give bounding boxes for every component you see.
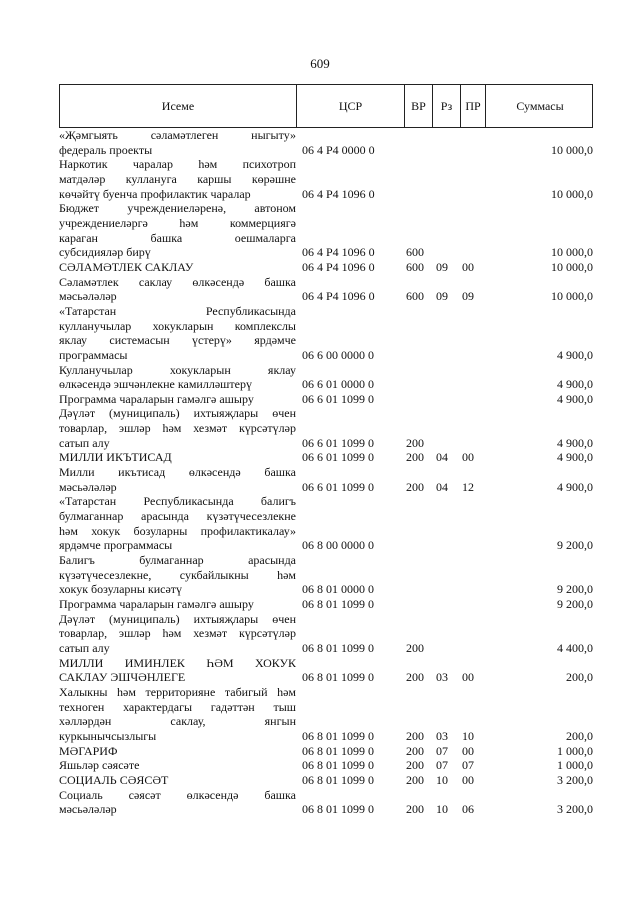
row-name <box>59 744 296 759</box>
header-name: Исеме <box>60 85 297 127</box>
row-name-line: товарлар, эшләр һәм хезмәт күрсәтүләр <box>59 626 296 641</box>
row-name-line: сатып алу <box>59 435 110 450</box>
row-name-line: һәм хокук бозуларны профилактикалау» <box>59 523 296 538</box>
row-vr: 200 <box>406 758 424 773</box>
row-sum: 4 900,0 <box>557 450 593 465</box>
row-csr: 06 6 01 1099 0 <box>302 450 374 465</box>
row-csr: 06 8 01 1099 0 <box>302 802 374 817</box>
row-name-line: күзәтүчесезлекне, сукбайлыкны һәм <box>59 567 296 582</box>
row-csr: 06 4 Р4 1096 0 <box>302 245 375 260</box>
row-name-line: «Җәмгыять сәламәтлеген ныгыту» <box>59 128 296 142</box>
row-csr: 06 8 01 1099 0 <box>302 728 374 743</box>
row-sum: 9 200,0 <box>557 582 593 597</box>
header-sum: Суммасы <box>516 98 564 113</box>
table-row <box>59 685 593 744</box>
row-name <box>59 201 296 260</box>
table-row <box>59 597 593 612</box>
row-vr: 200 <box>406 772 424 787</box>
row-name <box>59 597 296 612</box>
row-rz: 04 <box>436 450 448 465</box>
row-name <box>59 788 296 817</box>
row-sum: 10 000,0 <box>551 245 593 260</box>
row-name <box>59 773 296 788</box>
row-sum: 4 900,0 <box>557 377 593 392</box>
row-name <box>59 157 296 201</box>
table-row <box>59 788 593 817</box>
row-csr: 06 8 01 1099 0 <box>302 597 374 611</box>
row-rz: 03 <box>436 670 448 685</box>
row-sum: 1 000,0 <box>557 743 593 758</box>
row-name-line: субсидияләр бирү <box>59 245 151 260</box>
table-body <box>59 128 593 817</box>
row-name <box>59 260 296 275</box>
row-pr: 00 <box>462 670 474 685</box>
row-pr: 00 <box>462 772 474 787</box>
row-sum: 10 000,0 <box>551 259 593 274</box>
row-name-line: булмаганнар арасында күзәтүчесезлекне <box>59 509 296 524</box>
table-row <box>59 450 593 465</box>
row-vr: 600 <box>406 289 424 304</box>
row-name-line: федераль проекты <box>59 142 153 157</box>
row-pr: 07 <box>462 758 474 773</box>
row-pr: 09 <box>462 289 474 304</box>
table-row <box>59 275 593 304</box>
row-name-line: Программа чараларын гамәлгә ашыру <box>59 391 254 406</box>
row-name-line: хокук бозуларны кисәтү <box>59 582 183 597</box>
row-vr: 600 <box>406 259 424 274</box>
row-sum: 1 000,0 <box>557 758 593 773</box>
row-vr: 200 <box>406 640 424 655</box>
row-name-line: МӘГАРИФ <box>59 743 118 758</box>
row-name <box>59 465 296 494</box>
row-csr: 06 8 01 1099 0 <box>302 772 374 787</box>
table-row <box>59 744 593 759</box>
row-pr: 06 <box>462 802 474 817</box>
row-name <box>59 494 296 553</box>
row-rz: 10 <box>436 802 448 817</box>
row-name <box>59 128 296 157</box>
row-name-line: Балигъ булмаганнар арасында <box>59 553 296 568</box>
row-name-line: учреждениеләргә һәм коммерциягә <box>59 215 296 230</box>
table-row <box>59 157 593 201</box>
row-sum: 10 000,0 <box>551 142 593 157</box>
row-csr: 06 6 01 1099 0 <box>302 435 374 450</box>
row-name-line: Милли икътисад өлкәсендә башка <box>59 465 296 480</box>
table-row <box>59 758 593 773</box>
row-name-line: Дәүләт (муниципаль) ихтыяҗлары өчен <box>59 611 296 626</box>
table-header <box>59 84 593 128</box>
row-sum: 4 900,0 <box>557 479 593 494</box>
table-row <box>59 363 593 392</box>
row-csr: 06 8 01 1099 0 <box>302 640 374 655</box>
row-name <box>59 392 296 407</box>
row-name <box>59 758 296 773</box>
row-name-line: СОЦИАЛЬ СӘЯСӘТ <box>59 772 169 787</box>
row-name-line: матдәләр куллануга каршы көрәшне <box>59 171 296 186</box>
row-name-line: Кулланучылар хокукларын яклау <box>59 362 296 377</box>
row-sum: 9 200,0 <box>557 538 593 553</box>
row-name-line: МИЛЛИ ИКЪТИСАД <box>59 450 172 465</box>
table-row <box>59 260 593 275</box>
row-csr: 06 8 01 1099 0 <box>302 743 374 758</box>
row-name-line: куркынычсызлыгы <box>59 728 157 743</box>
header-csr: ЦСР <box>297 85 405 127</box>
row-pr: 00 <box>462 450 474 465</box>
row-name-line: СӘЛАМӘТЛЕК САКЛАУ <box>59 259 194 274</box>
row-name-line: Наркотик чаралар һәм психотроп <box>59 157 296 172</box>
row-vr: 200 <box>406 802 424 817</box>
row-pr: 00 <box>462 743 474 758</box>
row-sum: 4 400,0 <box>557 640 593 655</box>
row-vr: 200 <box>406 435 424 450</box>
row-name-line: ярдәмче программасы <box>59 538 173 553</box>
row-csr: 06 8 00 0000 0 <box>302 538 374 553</box>
table-row <box>59 304 593 363</box>
row-rz: 04 <box>436 479 448 494</box>
row-csr: 06 4 Р4 1096 0 <box>302 186 375 201</box>
row-pr: 00 <box>462 259 474 274</box>
row-sum: 3 200,0 <box>557 802 593 817</box>
page-number: 609 <box>310 56 330 71</box>
row-csr: 06 8 01 0000 0 <box>302 582 374 597</box>
row-sum: 10 000,0 <box>551 186 593 201</box>
row-sum: 10 000,0 <box>551 289 593 304</box>
row-name <box>59 275 296 304</box>
budget-table <box>59 84 593 817</box>
row-vr: 200 <box>406 479 424 494</box>
row-name-line: яклау системасын үстерү» ярдәмче <box>59 333 296 348</box>
row-name-line: товарлар, эшләр һәм хезмәт күрсәтүләр <box>59 421 296 436</box>
header-pr: ПР <box>461 85 486 127</box>
row-name-line: Яшьләр сәясәте <box>59 758 140 773</box>
table-row <box>59 201 593 260</box>
row-name-line: Дәүләт (муниципаль) ихтыяҗлары өчен <box>59 406 296 421</box>
table-row <box>59 494 593 553</box>
header-vr: ВР <box>405 85 433 127</box>
row-rz: 07 <box>436 743 448 758</box>
table-row <box>59 465 593 494</box>
row-name <box>59 656 296 685</box>
row-vr: 200 <box>406 450 424 465</box>
row-name-line: САКЛАУ ЭШЧӘНЛЕГЕ <box>59 670 186 685</box>
row-name-line: хәлләрдән саклау, янгын <box>59 714 296 729</box>
row-pr: 12 <box>462 479 474 494</box>
row-name <box>59 363 296 392</box>
table-row <box>59 656 593 685</box>
row-sum: 200,0 <box>566 728 593 743</box>
row-vr: 200 <box>406 743 424 758</box>
row-name-line: өлкәсендә эшчәнлекне камилләштерү <box>59 377 252 392</box>
row-vr: 600 <box>406 245 424 260</box>
table-row <box>59 128 593 157</box>
table-row <box>59 612 593 656</box>
row-csr: 06 8 01 1099 0 <box>302 758 374 773</box>
row-vr: 200 <box>406 670 424 685</box>
row-csr: 06 6 01 1099 0 <box>302 391 374 406</box>
row-csr: 06 4 Р4 1096 0 <box>302 259 375 274</box>
row-rz: 09 <box>436 289 448 304</box>
row-csr: 06 6 00 0000 0 <box>302 347 374 362</box>
row-name-line: көчәйтү буенча профилактик чаралар <box>59 186 251 201</box>
row-rz: 10 <box>436 772 448 787</box>
row-name-line: Программа чараларын гамәлгә ашыру <box>59 597 254 611</box>
row-sum: 3 200,0 <box>557 772 593 787</box>
row-csr: 06 4 Р4 1096 0 <box>302 289 375 304</box>
row-name-line: мәсьәләләр <box>59 289 117 304</box>
row-sum: 9 200,0 <box>557 597 593 611</box>
row-name-line: «Татарстан Республикасында балигъ <box>59 494 296 509</box>
row-name-line: сатып алу <box>59 640 110 655</box>
row-rz: 09 <box>436 259 448 274</box>
header-rz: Рз <box>433 85 461 127</box>
row-vr: 200 <box>406 728 424 743</box>
row-sum: 4 900,0 <box>557 435 593 450</box>
row-name-line: техноген характердагы гадәттән тыш <box>59 699 296 714</box>
row-sum: 200,0 <box>566 670 593 685</box>
row-name-line: Социаль сәясәт өлкәсендә башка <box>59 787 296 802</box>
row-rz: 07 <box>436 758 448 773</box>
row-name-line: мәсьәләләр <box>59 802 117 817</box>
table-row <box>59 392 593 407</box>
row-name-line: Бюджет учреждениеләренә, автоном <box>59 201 296 216</box>
row-name-line: МИЛЛИ ИМИНЛЕК ҺӘМ ХОКУК <box>59 655 296 670</box>
table-row <box>59 553 593 597</box>
row-sum: 4 900,0 <box>557 391 593 406</box>
row-rz: 03 <box>436 728 448 743</box>
row-name <box>59 612 296 656</box>
row-name-line: караган башка оешмаларга <box>59 230 296 245</box>
row-name <box>59 553 296 597</box>
row-csr: 06 4 Р4 0000 0 <box>302 142 375 157</box>
row-name <box>59 450 296 465</box>
row-name-line: Халыкны һәм территорияне табигый һәм <box>59 684 296 699</box>
row-name-line: кулланучылар хокукларын комплекслы <box>59 318 296 333</box>
row-name-line: мәсьәләләр <box>59 479 117 494</box>
row-csr: 06 6 01 0000 0 <box>302 377 374 392</box>
row-name <box>59 406 296 450</box>
row-csr: 06 6 01 1099 0 <box>302 479 374 494</box>
row-csr: 06 8 01 1099 0 <box>302 670 374 685</box>
row-name <box>59 304 296 363</box>
row-name-line: программасы <box>59 347 128 362</box>
row-name <box>59 685 296 744</box>
row-name-line: Сәламәтлек саклау өлкәсендә башка <box>59 274 296 289</box>
row-name-line: «Татарстан Республикасында <box>59 303 296 318</box>
table-row <box>59 773 593 788</box>
row-pr: 10 <box>462 728 474 743</box>
row-sum: 4 900,0 <box>557 347 593 362</box>
table-row <box>59 406 593 450</box>
